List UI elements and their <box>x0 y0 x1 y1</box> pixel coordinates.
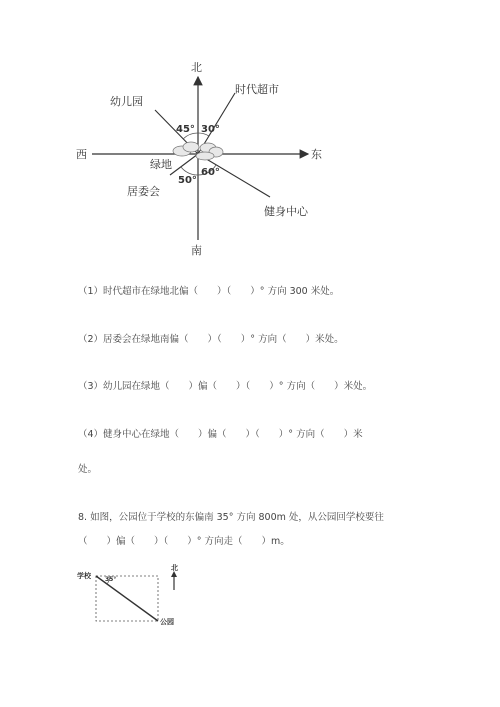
label-committee: 居委会 <box>127 185 160 198</box>
question-3: （3）幼儿园在绿地（ ）偏（ ）（ ）° 方向（ ）米处。 <box>78 381 373 392</box>
label-west: 西 <box>76 148 87 161</box>
question-1: （1）时代超市在绿地北偏（ ）（ ）° 方向 300 米处。 <box>78 286 340 297</box>
label-center: 绿地 <box>150 158 172 171</box>
angle-sw: 50° <box>178 175 197 186</box>
problem-8-line-2: （ ）偏（ ）（ ）° 方向走（ ）m。 <box>78 536 290 547</box>
label-south: 南 <box>191 244 202 257</box>
angle-ne: 30° <box>201 124 220 135</box>
label-kindergarten: 幼儿园 <box>110 95 143 108</box>
question-4-line-1: （4）健身中心在绿地（ ）偏（ ）（ ）° 方向（ ）米 <box>78 429 363 440</box>
school-park-figure <box>72 562 192 628</box>
question-2: （2）居委会在绿地南偏（ ）（ ）° 方向（ ）米处。 <box>78 334 344 345</box>
label-east: 东 <box>311 148 322 161</box>
question-4-line-2: 处。 <box>78 464 98 475</box>
label-supermarket: 时代超市 <box>235 83 279 96</box>
angle-nw: 45° <box>176 124 195 135</box>
angle-35: 35° <box>105 576 117 583</box>
label-park: 公园 <box>160 618 174 626</box>
label-school: 学校 <box>77 572 91 580</box>
label-north: 北 <box>191 61 202 74</box>
problem-8-line-1: 8. 如图，公园位于学校的东偏南 35° 方向 800m 处，从公园回学校要往 <box>78 512 384 523</box>
label-small-north: 北 <box>171 564 178 572</box>
compass-figure <box>70 55 350 260</box>
angle-se: 60° <box>201 167 220 178</box>
ray-committee <box>170 154 198 175</box>
label-health-center: 健身中心 <box>264 205 308 218</box>
